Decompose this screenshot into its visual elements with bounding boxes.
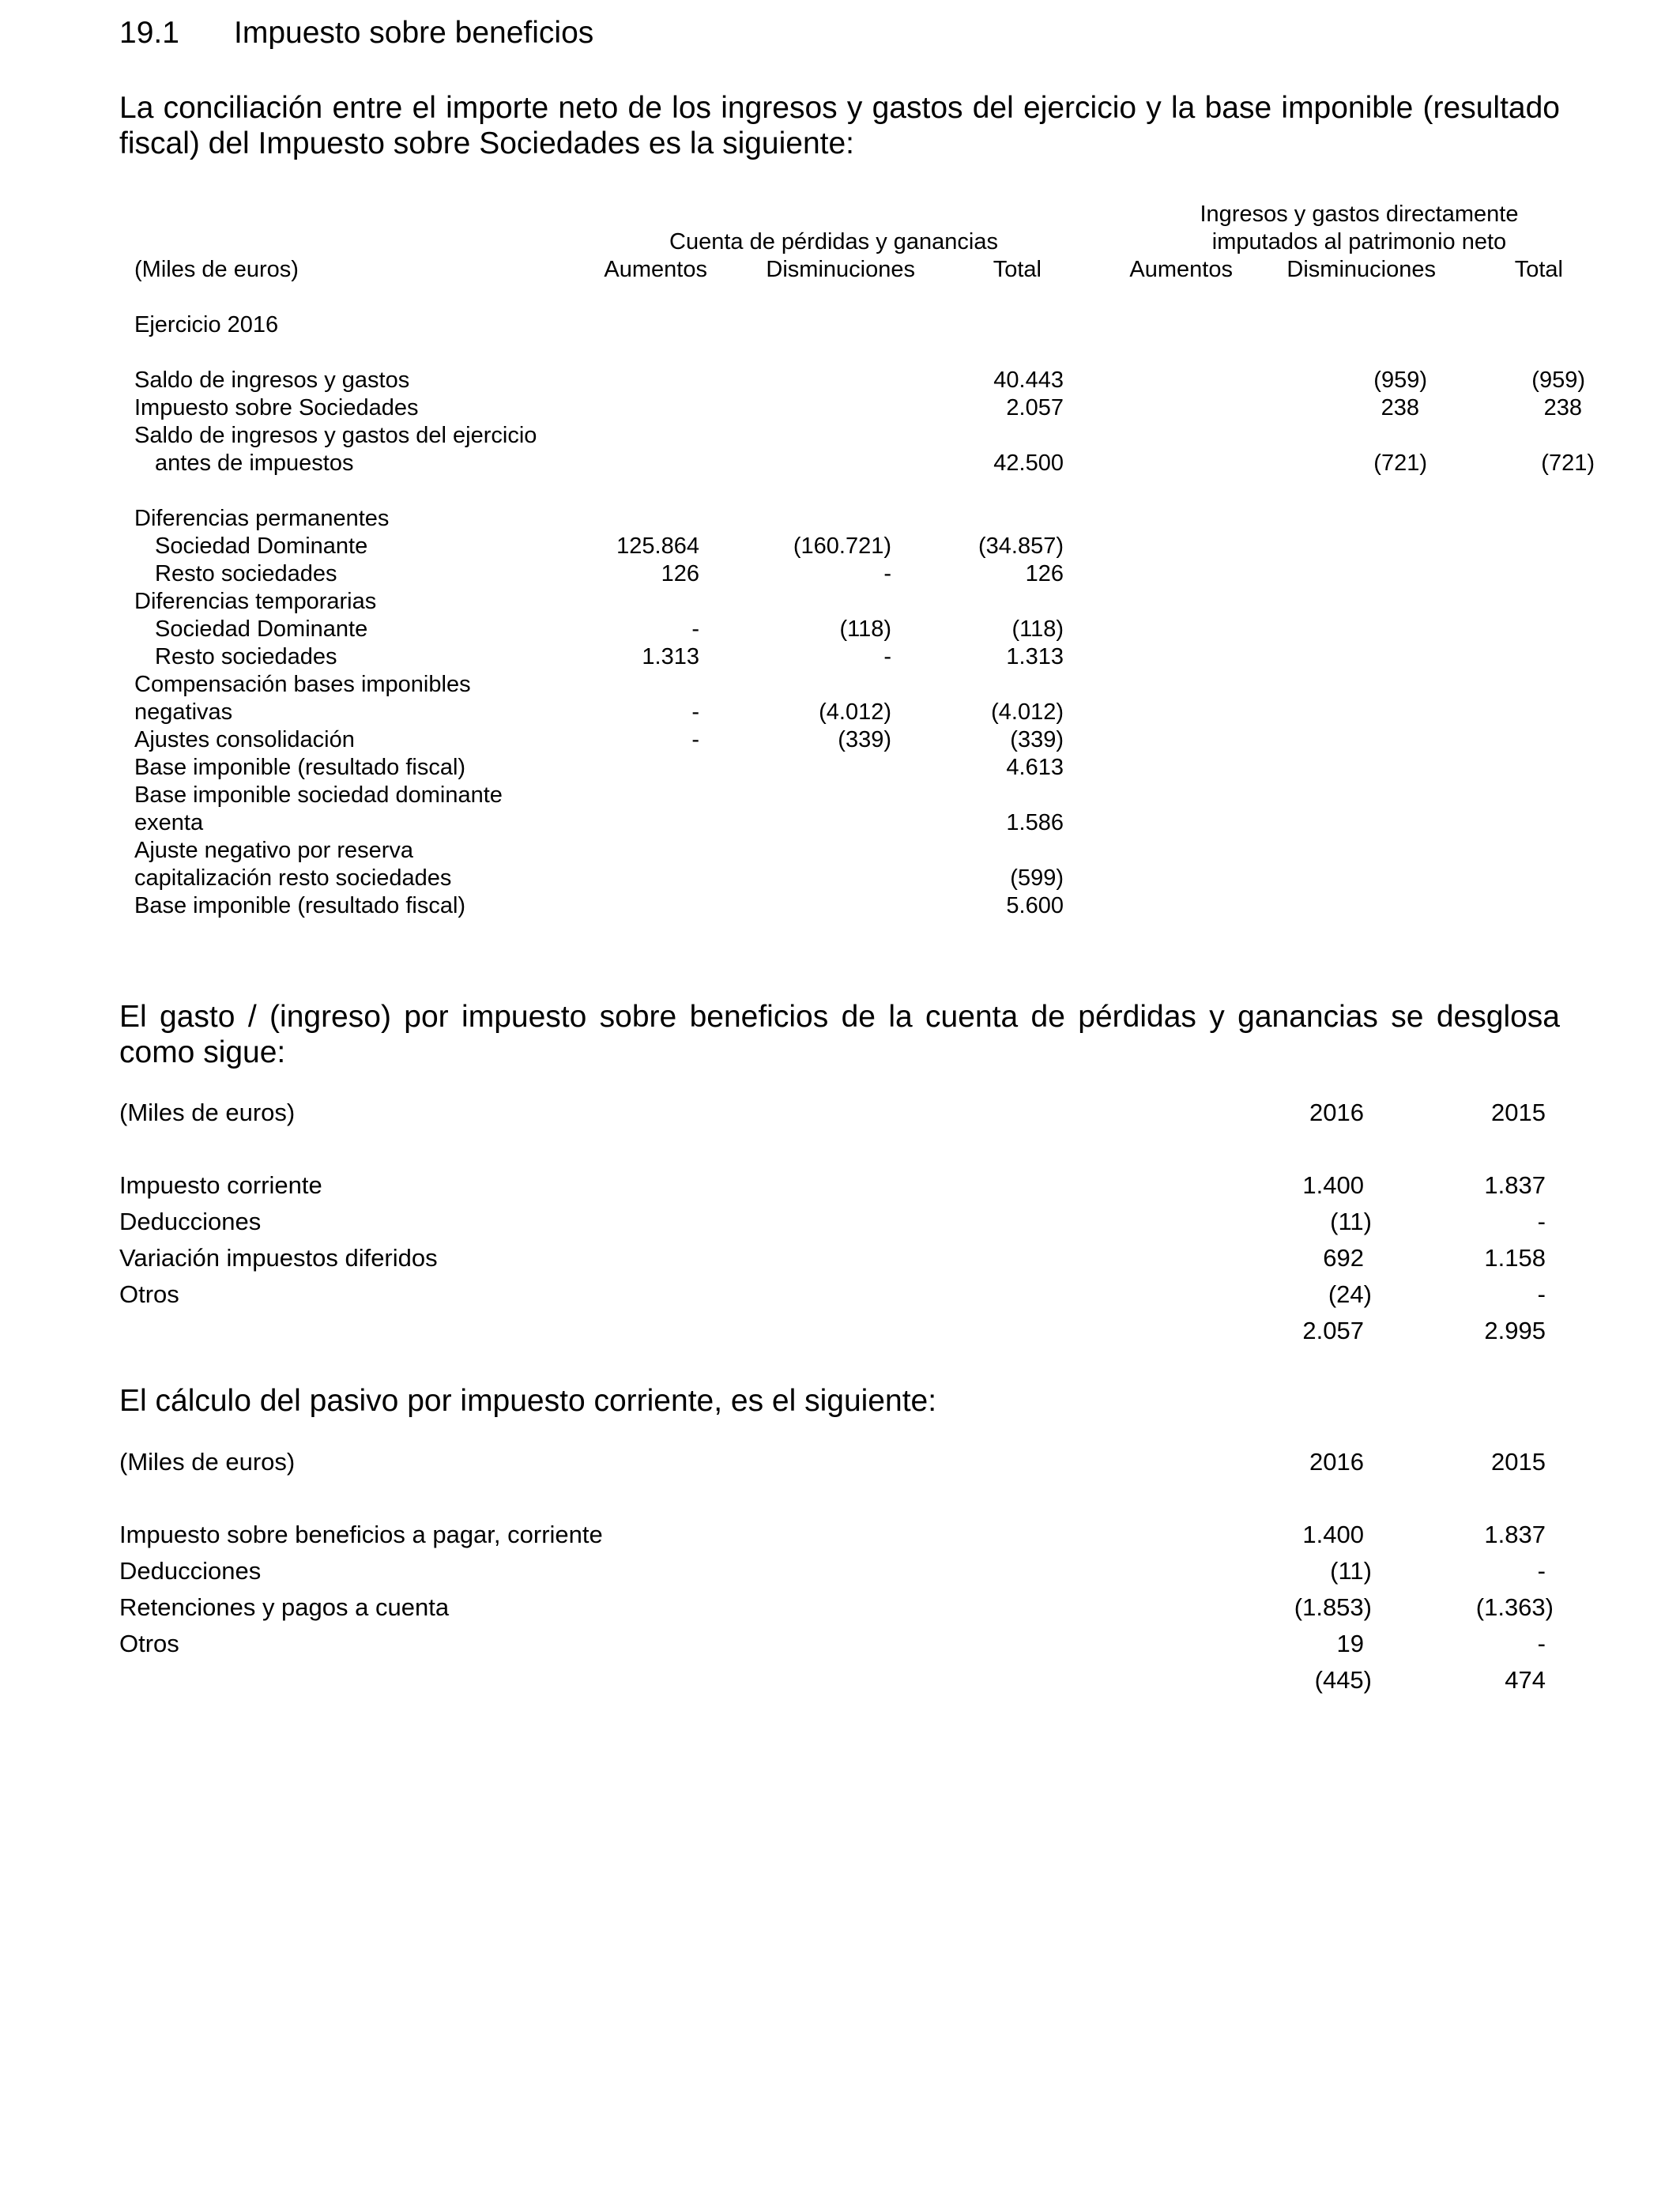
row-label: Impuesto sobre Sociedades [134,395,419,420]
row-2016: (24) [1328,1280,1372,1308]
row-2015: - [1537,1280,1546,1308]
row-pn-disminuciones: (721) [1373,450,1427,476]
row-total: (339) [1010,727,1064,752]
row-label: Resto sociedades [155,561,337,586]
row-total: 5.600 [1006,893,1064,918]
section-number: 19.1 [119,16,179,50]
col-header-2015: 2015 [1491,1448,1546,1476]
col-header-aumentos: Aumentos [604,257,707,282]
row-label: Resto sociedades [155,644,337,669]
expense-intro-paragraph: El gasto / (ingreso) por impuesto sobre beneficios de la cuenta de pérdidas y ganancias se desglosa como sigue: [119,1000,1560,1069]
row-label: antes de impuestos [155,450,354,476]
col-header-2016: 2016 [1309,1099,1364,1126]
row-aumentos: 1.313 [642,644,699,669]
row-aumentos: 126 [661,561,699,586]
table-unit-label: (Miles de euros) [119,1099,296,1126]
col-header-pn-aumentos: Aumentos [1129,257,1233,282]
col-header-pn-disminuciones: Disminuciones [1286,257,1436,282]
row-label: Saldo de ingresos y gastos [134,368,410,393]
row-label: exenta [134,810,204,835]
row-total: (4.012) [991,699,1064,725]
row-label: capitalización resto sociedades [134,865,452,891]
row-2015: (1.363) [1475,1593,1554,1621]
row-label: Compensación bases imponibles [134,672,471,697]
group-header-pn-line1: Ingresos y gastos directamente [1200,202,1519,227]
col-header-pn-total: Total [1514,257,1563,282]
row-label: Diferencias temporarias [134,589,377,614]
row-label: Otros [119,1630,179,1657]
row-aumentos: - [691,699,699,725]
row-disminuciones: (118) [839,616,891,642]
row-2016: 1.400 [1302,1521,1364,1548]
row-aumentos: - [691,616,699,642]
row-2016: 692 [1323,1244,1364,1272]
group-header-pyg: Cuenta de pérdidas y ganancias [669,229,998,254]
total-2016: 2.057 [1302,1317,1364,1344]
row-label: Retenciones y pagos a cuenta [119,1593,450,1621]
row-2016: (11) [1330,1208,1372,1235]
row-2016: (1.853) [1294,1593,1372,1621]
row-pn-disminuciones: (959) [1373,368,1427,393]
row-total: 126 [1025,561,1064,586]
row-label: Deducciones [119,1208,262,1235]
row-pn-disminuciones: 238 [1381,395,1419,420]
row-label: Base imponible sociedad dominante [134,782,503,808]
row-total: 40.443 [993,368,1064,393]
row-disminuciones: (339) [838,727,891,752]
row-disminuciones: - [883,644,891,669]
row-aumentos: - [691,727,699,752]
row-label: Sociedad Dominante [155,616,368,642]
row-label: Diferencias permanentes [134,506,390,531]
total-2015: 2.995 [1484,1317,1546,1344]
row-label: Sociedad Dominante [155,533,368,559]
row-label: Variación impuestos diferidos [119,1244,438,1272]
col-header-2016: 2016 [1309,1448,1364,1476]
row-total: (34.857) [977,533,1064,559]
row-label: Base imponible (resultado fiscal) [134,893,466,918]
row-2016: (11) [1330,1557,1372,1585]
row-disminuciones: (4.012) [819,699,891,725]
total-2016: (445) [1314,1666,1372,1694]
row-total: (599) [1010,865,1064,891]
row-total: (118) [1011,616,1064,642]
row-label: Otros [119,1280,179,1308]
row-total: 1.313 [1006,644,1064,669]
row-2015: - [1537,1208,1546,1235]
total-2015: 474 [1505,1666,1546,1694]
section-title: Impuesto sobre beneficios [234,16,594,50]
year-label: Ejercicio 2016 [134,312,279,337]
row-2015: 1.837 [1484,1521,1546,1548]
liability-intro-paragraph: El cálculo del pasivo por impuesto corriente, es el siguiente: [119,1384,937,1418]
intro-paragraph: La conciliación entre el importe neto de los ingresos y gastos del ejercicio y la base imponible (resultado fiscal) del Impuesto sobre Sociedades es la siguiente: [119,91,1560,160]
row-2016: 19 [1336,1630,1364,1657]
row-label: Ajustes consolidación [134,727,355,752]
col-header-2015: 2015 [1491,1099,1546,1126]
col-header-disminuciones: Disminuciones [766,257,915,282]
row-2015: 1.158 [1484,1244,1546,1272]
row-label: Impuesto sobre beneficios a pagar, corriente [119,1521,603,1548]
row-2015: - [1537,1630,1546,1657]
col-header-total: Total [993,257,1042,282]
row-pn-total: (959) [1531,368,1585,393]
row-label: negativas [134,699,233,725]
table-unit-label: (Miles de euros) [134,257,299,282]
row-2015: - [1537,1557,1546,1585]
table-unit-label: (Miles de euros) [119,1448,296,1476]
row-2016: 1.400 [1302,1171,1364,1199]
group-header-pn-line2: imputados al patrimonio neto [1211,229,1507,254]
row-total: 1.586 [1006,810,1064,835]
row-pn-total: (721) [1541,450,1595,476]
row-label: Saldo de ingresos y gastos del ejercicio [134,423,537,448]
row-pn-total: 238 [1543,395,1582,420]
row-disminuciones: (160.721) [793,533,891,559]
row-label: Base imponible (resultado fiscal) [134,755,466,780]
row-aumentos: 125.864 [616,533,699,559]
row-2015: 1.837 [1484,1171,1546,1199]
row-total: 42.500 [993,450,1064,476]
row-label: Ajuste negativo por reserva [134,838,414,863]
row-total: 2.057 [1006,395,1064,420]
row-label: Deducciones [119,1557,262,1585]
row-total: 4.613 [1006,755,1064,780]
row-disminuciones: - [883,561,891,586]
row-label: Impuesto corriente [119,1171,322,1199]
